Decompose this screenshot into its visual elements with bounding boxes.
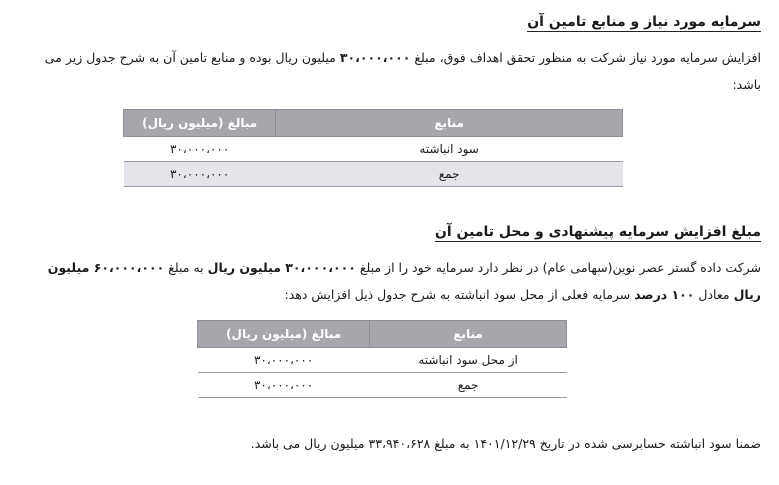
paragraph-text: شرکت داده گستر عصر نوین(سهامی عام) در نظر دارد سرمایه خود را از مبلغ (355, 260, 761, 275)
amount-cell: ۳۰،۰۰۰،۰۰۰ (124, 162, 276, 187)
amount-cell: ۳۰،۰۰۰،۰۰۰ (124, 137, 276, 162)
section-paragraph-proposed-increase (18, 254, 761, 308)
increase-percent: ۱۰۰ درصد (634, 287, 695, 302)
table-row (198, 348, 567, 373)
funding-sources-table (123, 109, 623, 187)
paragraph-text: افزایش سرمایه مورد نیاز شرکت به منظور تحقق اهداف فوق، مبلغ (410, 50, 761, 65)
paragraph-text: سرمایه فعلی از محل سود انباشته به شرح جدول ذیل افزایش دهد: (284, 287, 635, 302)
proposed-increase-table (197, 320, 567, 398)
source-cell: از محل سود انباشته (370, 348, 567, 373)
paragraph-text: معادل (694, 287, 734, 302)
column-header-amount: مبالغ (میلیون ریال) (124, 110, 276, 137)
capital-amount: ۳۰،۰۰۰،۰۰۰ (339, 50, 411, 65)
source-cell: جمع (276, 162, 623, 187)
source-cell: سود انباشته (276, 137, 623, 162)
footnote-retained-earnings: ضمنا سود انباشته حسابرسی شده در تاریخ ۱۴۰۱/۱۲/۲۹ به مبلغ ۳۳،۹۴۰،۶۲۸ میلیون ریال می باشد. (250, 436, 761, 451)
table-row-total (198, 373, 567, 398)
current-capital-amount: ۳۰،۰۰۰،۰۰۰ میلیون ریال (207, 260, 356, 275)
section-heading-proposed-increase: مبلغ افزایش سرمایه پیشنهادی و محل تامین آن (434, 224, 761, 240)
section-heading-capital-needs: سرمایه مورد نیاز و منابع تامین آن (527, 14, 761, 30)
amount-cell: ۳۰،۰۰۰،۰۰۰ (198, 373, 370, 398)
column-header-amount: مبالغ (میلیون ریال) (198, 321, 370, 348)
table-row (124, 137, 623, 162)
column-header-source: منابع (370, 321, 567, 348)
paragraph-text: میلیون ریال بوده و منابع تامین آن به شرح جدول زیر می باشد: (44, 50, 761, 92)
target-capital-amount: ۶۰،۰۰۰،۰۰۰ میلیون ریال (47, 260, 761, 302)
paragraph-text: به مبلغ (164, 260, 208, 275)
table-row-total (124, 162, 623, 187)
amount-cell: ۳۰،۰۰۰،۰۰۰ (198, 348, 370, 373)
source-cell: جمع (370, 373, 567, 398)
section-paragraph-capital-needs (18, 44, 761, 98)
column-header-source: منابع (276, 110, 623, 137)
